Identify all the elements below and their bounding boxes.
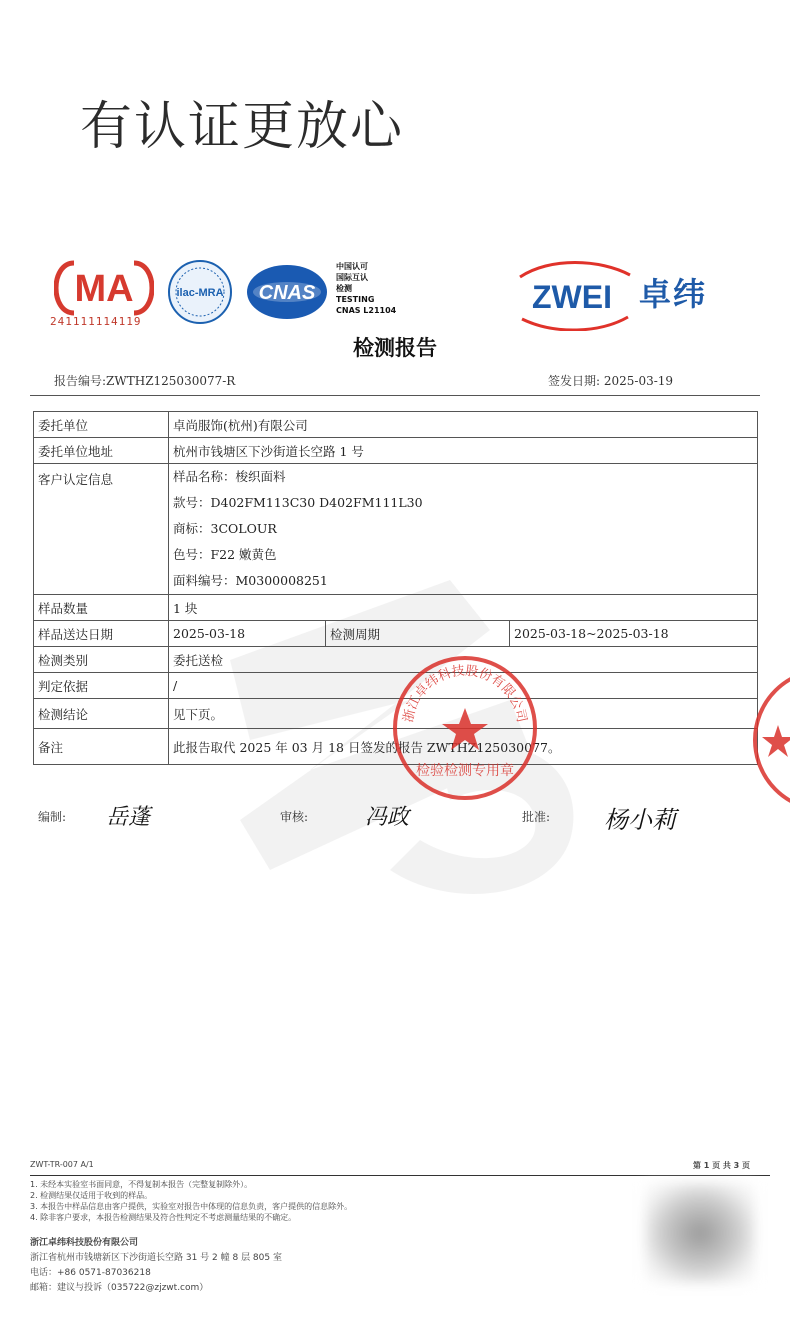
confirm-info-cell [169, 464, 758, 595]
official-stamp [390, 648, 540, 813]
cnas-logo [245, 263, 329, 321]
address-label: 委托单位地址 [34, 438, 169, 464]
test-category-label: 检测类别 [34, 647, 169, 673]
ilac-mra-logo [165, 259, 235, 325]
cma-letters: MA [74, 268, 134, 310]
brand-chinese-name: 卓纬 [639, 275, 708, 313]
test-period-value: 2025-03-18~2025-03-18 [510, 621, 758, 647]
received-date-value: 2025-03-18 [169, 621, 326, 647]
conclusion-label: 检测结论 [34, 699, 169, 729]
confirm-info-label: 客户认定信息 [34, 464, 169, 595]
cnas-info-line: 国际互认 [336, 273, 368, 282]
zwei-logo [510, 261, 636, 331]
footer-phone: 电话：+86 0571-87036218 [30, 1268, 151, 1278]
footer-email: 邮箱：建议与投诉（035722@zjzwt.com） [30, 1283, 209, 1293]
report-number [54, 372, 235, 389]
ilac-text: ilac-MRA [176, 287, 224, 299]
issue-date [548, 372, 673, 389]
remark-value: 此报告取代 2025 年 03 月 18 日签发的报告 ZWTHZ125030077。 [169, 729, 758, 765]
blurred-qr-code [645, 1183, 755, 1283]
footer-company: 浙江卓纬科技股份有限公司 [30, 1238, 139, 1248]
table-row [34, 412, 758, 438]
footer-note: 3. 本报告中样品信息由客户提供，实验室对报告中体现的信息负责，客户提供的信息除外。 [30, 1202, 353, 1211]
remark-label: 备注 [34, 729, 169, 765]
conclusion-value: 见下页。 [169, 699, 758, 729]
cnas-info-line: CNAS L21104 [336, 306, 397, 315]
page-indicator: 第 1 页 共 3 页 [692, 1161, 750, 1170]
footer-divider [30, 1175, 770, 1176]
test-period-label: 检测周期 [326, 621, 510, 647]
report-title: 检测报告 [353, 335, 437, 360]
client-label: 委托单位 [34, 412, 169, 438]
table-row [34, 464, 758, 595]
footer-note: 4. 除非客户要求，本报告检测结果及符合性判定不考虑测量结果的不确定。 [30, 1213, 297, 1222]
address-value: 杭州市钱塘区下沙街道长空路 1 号 [169, 438, 758, 464]
received-date-label: 样品送达日期 [34, 621, 169, 647]
style-number: 款号：D402FM113C30 D402FM111L30 [173, 495, 423, 510]
zwei-letters: ZWEI [532, 279, 612, 315]
header-divider [30, 395, 760, 396]
compiled-label: 编制: [38, 810, 67, 824]
quantity-label: 样品数量 [34, 595, 169, 621]
issue-date-value: 2025-03-19 [603, 374, 674, 388]
approved-label: 批准: [522, 810, 551, 824]
color-number: 色号：F22 嫩黄色 [173, 547, 277, 562]
brand-mark: 商标：3COLOUR [173, 521, 277, 536]
approved-signature: 杨小莉 [604, 806, 676, 834]
reviewed-label: 审核: [280, 810, 309, 824]
stamp-text: 浙江卓纬科技股份有限公司 [401, 663, 529, 724]
stamp-subtitle: 检验检测专用章 [416, 763, 514, 779]
table-row [34, 438, 758, 464]
fabric-number: 面料编号：M0300008251 [173, 573, 328, 588]
form-code: ZWT-TR-007 A/1 [30, 1160, 94, 1169]
cnas-info-line: 检测 [336, 284, 352, 293]
footer-address: 浙江省杭州市钱塘新区下沙街道长空路 31 号 2 幢 8 层 805 室 [30, 1253, 282, 1263]
partial-stamp [750, 665, 790, 815]
cma-number: 241111114119 [50, 315, 142, 328]
test-category-value: 委托送检 [169, 647, 758, 673]
basis-label: 判定依据 [34, 673, 169, 699]
signature-row [38, 800, 738, 840]
certification-logos [50, 255, 750, 335]
report-number-value: ZWTHZ125030077-R [106, 374, 236, 388]
footer-note: 2. 检测结果仅适用于收到的样品。 [30, 1191, 153, 1200]
cnas-info-line: TESTING [336, 295, 375, 304]
table-row [34, 595, 758, 621]
table-row [34, 621, 758, 647]
basis-value: / [169, 673, 758, 699]
sample-name: 样品名称：梭织面料 [173, 469, 286, 484]
cnas-info-line: 中国认可 [336, 262, 368, 271]
page-headline: 有认证更放心 [80, 97, 405, 157]
compiled-signature: 岳蓬 [106, 805, 151, 830]
cnas-text: CNAS [258, 282, 316, 304]
footer-note: 1. 未经本实验室书面同意，不得复制本报告（完整复制除外）。 [30, 1180, 253, 1189]
client-value: 卓尚服饰(杭州)有限公司 [169, 412, 758, 438]
reviewed-signature: 冯政 [365, 805, 410, 830]
quantity-value: 1 块 [169, 595, 758, 621]
cnas-accreditation-info [336, 261, 396, 316]
issue-date-label: 签发日期: [548, 374, 601, 388]
report-number-label: 报告编号: [54, 374, 107, 388]
